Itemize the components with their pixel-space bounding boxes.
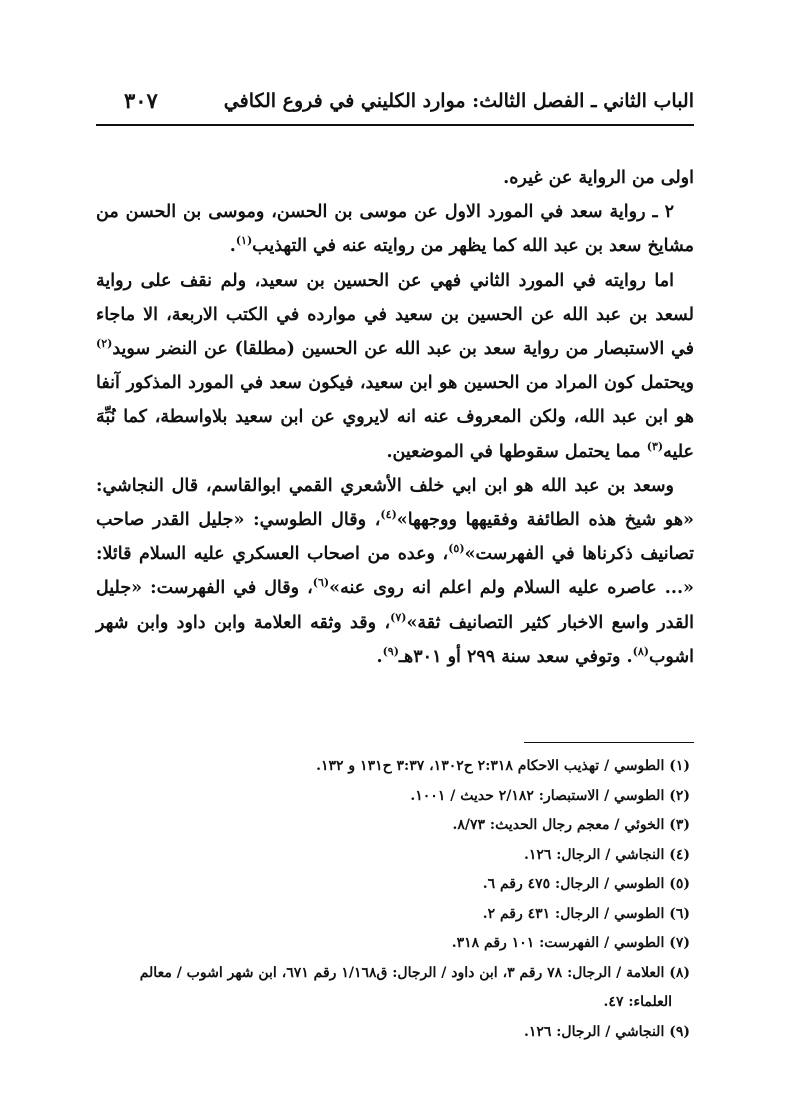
paragraph-1: اولى من الرواية عن غيره. xyxy=(503,168,694,188)
footnote-4: (٤) النجاشي / الرجال: ١٢٦. xyxy=(523,846,690,863)
header-rule xyxy=(96,124,694,126)
footnote-rule xyxy=(524,742,694,743)
footnote-ref-1[interactable]: (١) xyxy=(235,234,253,248)
paragraph-4: وسعد بن عبد الله هو ابن ابي خلف الأشعري القمي ابوالقاسم، قال النجاشي: «هو شيخ هذه الطائفة وفقيهها ووجهها»$^{(٤)}$، وقال الطوسي: «جليل القدر صاحب تصانيف ذكرناها في الفهرست»$^{(٥)}$، وعده من اصحاب العسكري عليه السلام قائلا: «... عاصره عليه السلام ولم اعلم انه روى عنه»$^{(٦)}$، وقال في الفهرست: «جليل القدر واسع الاخبار كثير التصانيف ثقة»$^{(٧)}$، وقد وثقه العلامة وابن داود وابن شهر اشوب$^{(٨)}$. وتوفي سعد سنة ٢٩٩ أو ٣٠١هـ$^{(٩)}$. xyxy=(96,475,694,667)
footnote-9: (٩) النجاشي / الرجال: ١٢٦. xyxy=(523,1023,690,1040)
page-number: ٣٠٧ xyxy=(124,88,158,113)
footnote-1: (١) الطوسي / تهذيب الاحكام ٢:٣١٨ ح١٣٠٢، ٣:٣٧ ح١٣١ و ١٣٢. xyxy=(316,758,690,774)
footnote-ref-7[interactable]: (٧) xyxy=(390,610,407,624)
footnote-8: (٨) العلامة / الرجال: ٧٨ رقم ٣، ابن داود / الرجال: ق١/١٦٨ رقم ٦٧١، ابن شهر اشوب / معالم xyxy=(139,964,690,981)
footnote-ref-3[interactable]: (٣) xyxy=(646,439,664,453)
paragraph-2: ٢ ـ رواية سعد في المورد الاول عن موسى بن الحسن، وموسى بن الحسن من مشايخ سعد بن عبد الله كما يظهر من روايته عنه في التهذيب$^{(١)}$. xyxy=(96,202,694,257)
footnote-3: (٣) الخوئي / معجم رجال الحديث: ٨/٧٣. xyxy=(452,817,690,833)
footnote-ref-2[interactable]: (٢) xyxy=(96,337,113,351)
footnote-5: (٥) الطوسي / الرجال: ٤٧٥ رقم ٦. xyxy=(482,876,690,892)
footnote-7: (٧) الطوسي / الفهرست: ١٠١ رقم ٣١٨. xyxy=(451,935,690,951)
footnote-ref-4[interactable]: (٤) xyxy=(380,508,397,522)
main-text xyxy=(96,161,694,674)
footnote-8-continued: العلماء: ٤٧. xyxy=(603,994,672,1010)
page-header xyxy=(96,86,694,126)
paragraph-3: اما روايته في المورد الثاني فهي عن الحسين بن سعيد، ولم نقف على رواية لسعد بن عبد الله عن الحسين بن سعيد في موارده في الكتب الاربعة، الا ماجاء في الاستبصار من رواية سعد بن عبد الله عن الحسين (مطلقا) عن النضر سويد$^{(٢)}$ ويحتمل كون المراد من الحسين هو ابن سعيد، فيكون سعد في المورد المذكور آنفا هو ابن عبد الله، ولكن المعروف عنه انه لايروي عن ابن سعيد بلاواسطة، كما نُبِّهَ عليه$^{(٣)}$ مما يحتمل سقوطها في الموضعين. xyxy=(96,270,694,462)
footnote-2: (٢) الطوسي / الاستبصار: ٢/١٨٢ حديث / ١٠٠١. xyxy=(410,787,690,804)
footnote-ref-9[interactable]: (٩) xyxy=(382,645,399,659)
footnote-6: (٦) الطوسي / الرجال: ٤٣١ رقم ٢. xyxy=(482,905,690,922)
footnotes xyxy=(96,752,694,1047)
footnote-ref-8[interactable]: (٨) xyxy=(632,645,649,659)
footnote-ref-5[interactable]: (٥) xyxy=(448,542,465,556)
running-title: الباب الثاني ـ الفصل الثالث: موارد الكليني في فروع الكافي xyxy=(223,90,694,112)
footnote-ref-6[interactable]: (٦) xyxy=(312,576,330,590)
